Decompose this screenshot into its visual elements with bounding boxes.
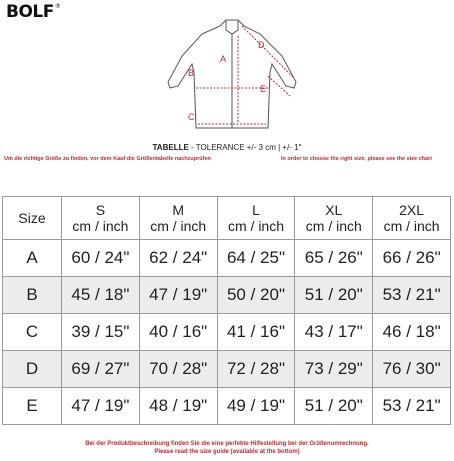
table-cell: 48 / 19" <box>139 388 217 425</box>
table-title-bold: TABELLE <box>152 143 189 152</box>
table-cell: 66 / 26" <box>373 240 451 277</box>
table-cell: 65 / 26" <box>295 240 373 277</box>
dim-c-label: C <box>188 112 195 122</box>
dim-d-line <box>242 26 294 78</box>
size-column-header <box>62 197 140 240</box>
table-row <box>3 277 451 314</box>
size-name: XL <box>325 202 343 218</box>
table-cell: 62 / 24" <box>139 240 217 277</box>
size-unit: cm / inch <box>227 218 284 234</box>
size-column-header <box>295 197 373 240</box>
footer-line-english: Please read the size guide (available at the bottom) <box>154 449 300 455</box>
table-cell: 43 / 17" <box>295 314 373 351</box>
size-column-header <box>139 197 217 240</box>
table-cell: 60 / 24" <box>62 240 140 277</box>
table-cell: 47 / 19" <box>139 277 217 314</box>
table-cell: 70 / 28" <box>139 351 217 388</box>
table-cell: 64 / 25" <box>217 240 295 277</box>
size-unit: cm / inch <box>383 218 440 234</box>
footer-notes <box>0 440 454 456</box>
table-title <box>0 143 454 152</box>
table-cell: 45 / 18" <box>62 277 140 314</box>
row-label: B <box>3 277 62 314</box>
size-name: S <box>95 202 106 218</box>
table-cell: 72 / 28" <box>217 351 295 388</box>
table-cell: 51 / 20" <box>295 277 373 314</box>
table-title-rest: - TOLERANCE +/- 3 cm | +/- 1" <box>188 143 302 152</box>
table-row <box>3 314 451 351</box>
collar-outline <box>226 20 238 34</box>
size-unit: cm / inch <box>305 218 362 234</box>
table-cell: 53 / 21" <box>373 388 451 425</box>
dim-e-label: E <box>260 84 267 94</box>
table-cell: 76 / 30" <box>373 351 451 388</box>
table-cell: 53 / 21" <box>373 277 451 314</box>
brand-logo <box>6 2 60 22</box>
dim-a-label: A <box>220 54 227 64</box>
row-label: A <box>3 240 62 277</box>
size-name: 2XL <box>399 202 425 218</box>
table-cell: 73 / 29" <box>295 351 373 388</box>
note-english: In order to choose the right size, please see the size chart <box>281 156 432 162</box>
size-table <box>2 196 451 425</box>
table-row <box>3 388 451 425</box>
table-cell: 39 / 15" <box>62 314 140 351</box>
size-name: M <box>172 202 185 218</box>
table-header-row <box>3 197 451 240</box>
row-label: D <box>3 351 62 388</box>
table-cell: 47 / 19" <box>62 388 140 425</box>
table-row <box>3 351 451 388</box>
table-cell: 46 / 18" <box>373 314 451 351</box>
jacket-measurement-diagram <box>150 16 310 136</box>
footer-line-german: Bei der Produktbeschreibung finden Sie die eine perfekte Hilfestellung bei der Größenumrechnung. <box>85 441 369 447</box>
size-unit: cm / inch <box>150 218 207 234</box>
size-column-header <box>217 197 295 240</box>
table-cell: 41 / 16" <box>217 314 295 351</box>
table-cell: 69 / 27" <box>62 351 140 388</box>
brand-name: BOLF <box>6 2 54 22</box>
corner-header: Size <box>3 197 62 240</box>
row-label: E <box>3 388 62 425</box>
size-unit: cm / inch <box>72 218 129 234</box>
table-cell: 40 / 16" <box>139 314 217 351</box>
table-cell: 50 / 20" <box>217 277 295 314</box>
row-label: C <box>3 314 62 351</box>
dim-d-label: D <box>258 40 265 50</box>
table-row <box>3 240 451 277</box>
size-column-header <box>373 197 451 240</box>
registered-mark: ® <box>54 3 61 10</box>
size-name: L <box>252 202 260 218</box>
table-cell: 51 / 20" <box>295 388 373 425</box>
dim-b-label: B <box>188 68 195 78</box>
note-german: Um die richtige Größe zu finden, vor dem Kauf die Größentabelle nachzuprüfen <box>4 156 211 162</box>
table-cell: 49 / 19" <box>217 388 295 425</box>
